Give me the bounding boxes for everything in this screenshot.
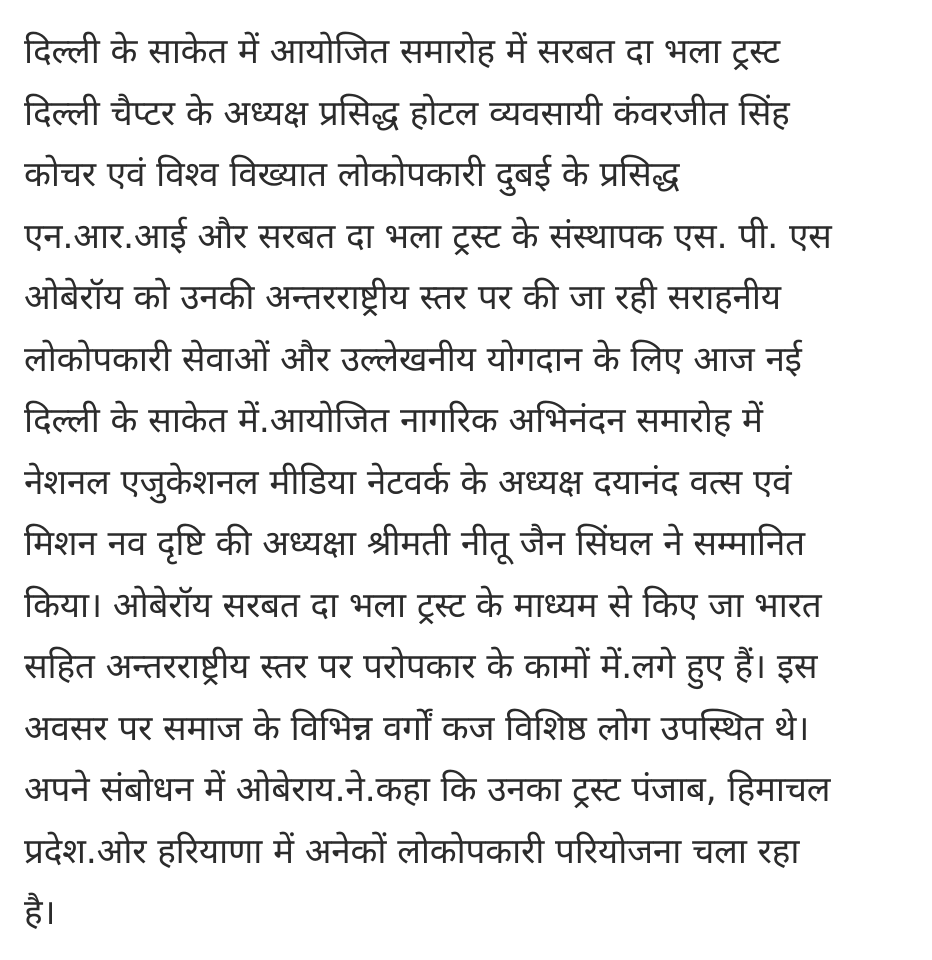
article-line-6: लोकोपकारी सेवाओं और उल्लेखनीय योगदान के लिए आज नई (24, 339, 802, 380)
article-line-3: कोचर एवं विश्व विख्यात लोकोपकारी दुबई के प्रसिद्ध (24, 155, 680, 195)
article-line-4: एन.आर.आई और सरबत दा भला ट्रस्ट के संस्थापक एस. पी. एस (24, 216, 832, 257)
article-line-14: प्रदेश.ओर हरियाणा में अनेकों लोकोपकारी परियोजना चला रहा (24, 831, 800, 872)
article-line-12: अवसर पर समाज के विभिन्न वर्गों कज विशिष्ठ लोग उपस्थित थे। (24, 708, 810, 749)
article-line-5: ओबेरॉय को उनकी अन्तरराष्ट्रीय स्तर पर की जा रही सराहनीय (24, 278, 781, 318)
article-line-9: मिशन नव दृष्टि की अध्यक्षा श्रीमती नीतू जैन सिंघल ने सम्मानित (24, 524, 805, 564)
article-line-1: दिल्ली के साकेत में आयोजित समारोह में सरबत दा भला ट्रस्ट (24, 32, 780, 72)
article-line-2: दिल्ली चैप्टर के अध्यक्ष प्रसिद्ध होटल व्यवसायी कंवरजीत सिंह (24, 93, 790, 134)
article-line-15: है। (24, 893, 56, 933)
article-line-8: नेशनल एजुकेशनल मीडिया नेटवर्क के अध्यक्ष दयानंद वत्स एवं (24, 462, 792, 503)
article-line-11: सहित अन्तरराष्ट्रीय स्तर पर परोपकार के कामों में.लगे हुए हैं। इस (24, 647, 818, 687)
article-line-7: दिल्ली के साकेत में.आयोजित नागरिक अभिनंदन समारोह में (24, 401, 763, 441)
article-line-13: अपने संबोधन में ओबेराय.ने.कहा कि उनका ट्रस्ट पंजाब, हिमाचल (24, 770, 831, 810)
article-line-10: किया। ओबेरॉय सरबत दा भला ट्रस्ट के माध्यम से किए जा भारत (24, 585, 822, 626)
